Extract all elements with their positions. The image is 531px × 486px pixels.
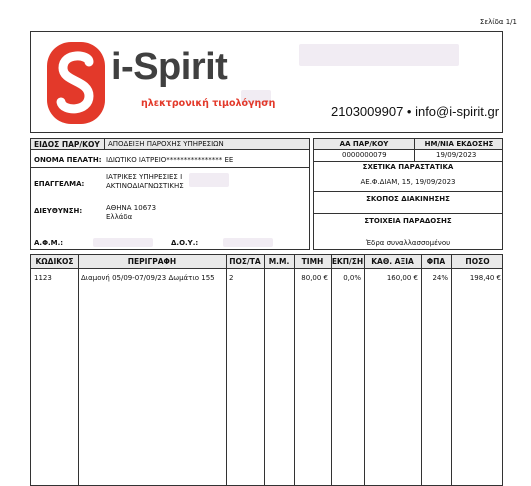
divider [104, 139, 105, 150]
cell-discount: 0,0% [343, 274, 361, 282]
purpose-label: ΣΚΟΠΟΣ ΔΙΑΚΙΝΗΣΗΣ [366, 195, 450, 203]
doc-type-label: ΕΙΔΟΣ ΠΑΡ/ΚΟΥ [34, 140, 100, 149]
column-header-quantity: ΠΟΣ/ΤΑ [229, 257, 261, 266]
i-spirit-logo-icon [45, 40, 107, 126]
column-header-unit: Μ.Μ. [268, 257, 290, 266]
related-docs-label: ΣΧΕΤΙΚΑ ΠΑΡΑΣΤΑΤΙΚΑ [362, 163, 454, 171]
column-divider [421, 255, 422, 485]
column-header-code: ΚΩΔΙΚΟΣ [35, 257, 74, 266]
column-divider [78, 255, 79, 485]
table-row [31, 273, 504, 285]
divider [314, 213, 502, 214]
column-divider [294, 255, 295, 485]
column-header-vat: ΦΠΑ [426, 257, 446, 266]
divider [314, 191, 502, 192]
column-header-description: ΠΕΡΙΓΡΑΦΗ [127, 257, 177, 266]
column-divider [364, 255, 365, 485]
customer-info [30, 138, 310, 250]
doc-date-label: ΗΜ/ΝΙΑ ΕΚΔΟΣΗΣ [424, 140, 494, 148]
doc-type-value: ΑΠΟΔΕΙΞΗ ΠΑΡΟΧΗΣ ΥΠΗΡΕΣΙΩΝ [108, 140, 224, 148]
afm-label: Α.Φ.Μ.: [34, 239, 64, 247]
items-table [30, 254, 503, 486]
divider [414, 139, 415, 161]
column-header-amount: ΠΟΣΟ [465, 257, 490, 266]
address-line-2: Ελλάδα [106, 213, 133, 221]
contact-info: 2103009907 • info@i-spirit.gr [331, 104, 500, 119]
redacted-area [93, 238, 153, 247]
profession-line-1: ΙΑΤΡΙΚΕΣ ΥΠΗΡΕΣΙΕΣ Ι [106, 173, 183, 181]
customer-name-label: ΟΝΟΜΑ ΠΕΛΑΤΗ: [34, 156, 102, 164]
cell-price: 80,00 € [301, 274, 328, 282]
column-divider [451, 255, 452, 485]
profession-label: ΕΠΑΓΓΕΛΜΑ: [34, 180, 85, 188]
cell-description: Διαμονή 05/09-07/09/23 Δωμάτιο 155 [81, 274, 215, 282]
profession-line-2: ΑΚΤΙΝΟΔΙΑΓΝΩΣΤΙΚΗΣ [106, 182, 184, 190]
brand-tagline: ηλεκτρονική τιμολόγηση [141, 98, 276, 109]
doy-label: Δ.Ο.Υ.: [171, 239, 199, 247]
page-number: Σελίδα 1/1 [479, 18, 517, 26]
redacted-area [189, 173, 229, 187]
doc-number-label: ΑΑ ΠΑΡ/ΚΟΥ [339, 140, 389, 148]
cell-quantity: 2 [229, 274, 234, 282]
cell-code: 1123 [34, 274, 52, 282]
customer-name-value: ΙΔΙΩΤΙΚΟ ΙΑΤΡΕΙΟ**************** ΕΕ [106, 156, 234, 164]
column-divider [264, 255, 265, 485]
column-header-discount: ΕΚΠ/ΣΗ [331, 257, 364, 266]
redacted-area [223, 238, 273, 247]
redacted-area [299, 44, 459, 66]
divider [31, 167, 309, 168]
document-info [313, 138, 503, 250]
cell-net-value: 160,00 € [386, 274, 418, 282]
divider [314, 161, 502, 162]
address-line-1: ΑΘΗΝΑ 10673 [106, 204, 157, 212]
doc-number-value: 0000000079 [342, 151, 387, 159]
column-header-net-value: ΚΑΘ. ΑΞΙΑ [371, 257, 414, 266]
delivery-label: ΣΤΟΙΧΕΙΑ ΠΑΡΑΔΟΣΗΣ [364, 217, 452, 225]
cell-amount: 198,40 € [469, 274, 501, 282]
address-label: ΔΙΕΥΘΥΝΣΗ: [34, 207, 83, 215]
brand-name: i-Spirit [111, 46, 228, 88]
cell-vat: 24% [432, 274, 448, 282]
related-docs-value: ΑΕ.Φ.ΔΙΑΜ, 15, 19/09/2023 [360, 178, 456, 186]
column-divider [226, 255, 227, 485]
invoice-header [30, 31, 503, 133]
column-header-price: ΤΙΜΗ [301, 257, 324, 266]
doc-date-value: 19/09/2023 [436, 151, 477, 159]
delivery-value: Έδρα συναλλασσομένου [365, 239, 451, 247]
column-divider [331, 255, 332, 485]
